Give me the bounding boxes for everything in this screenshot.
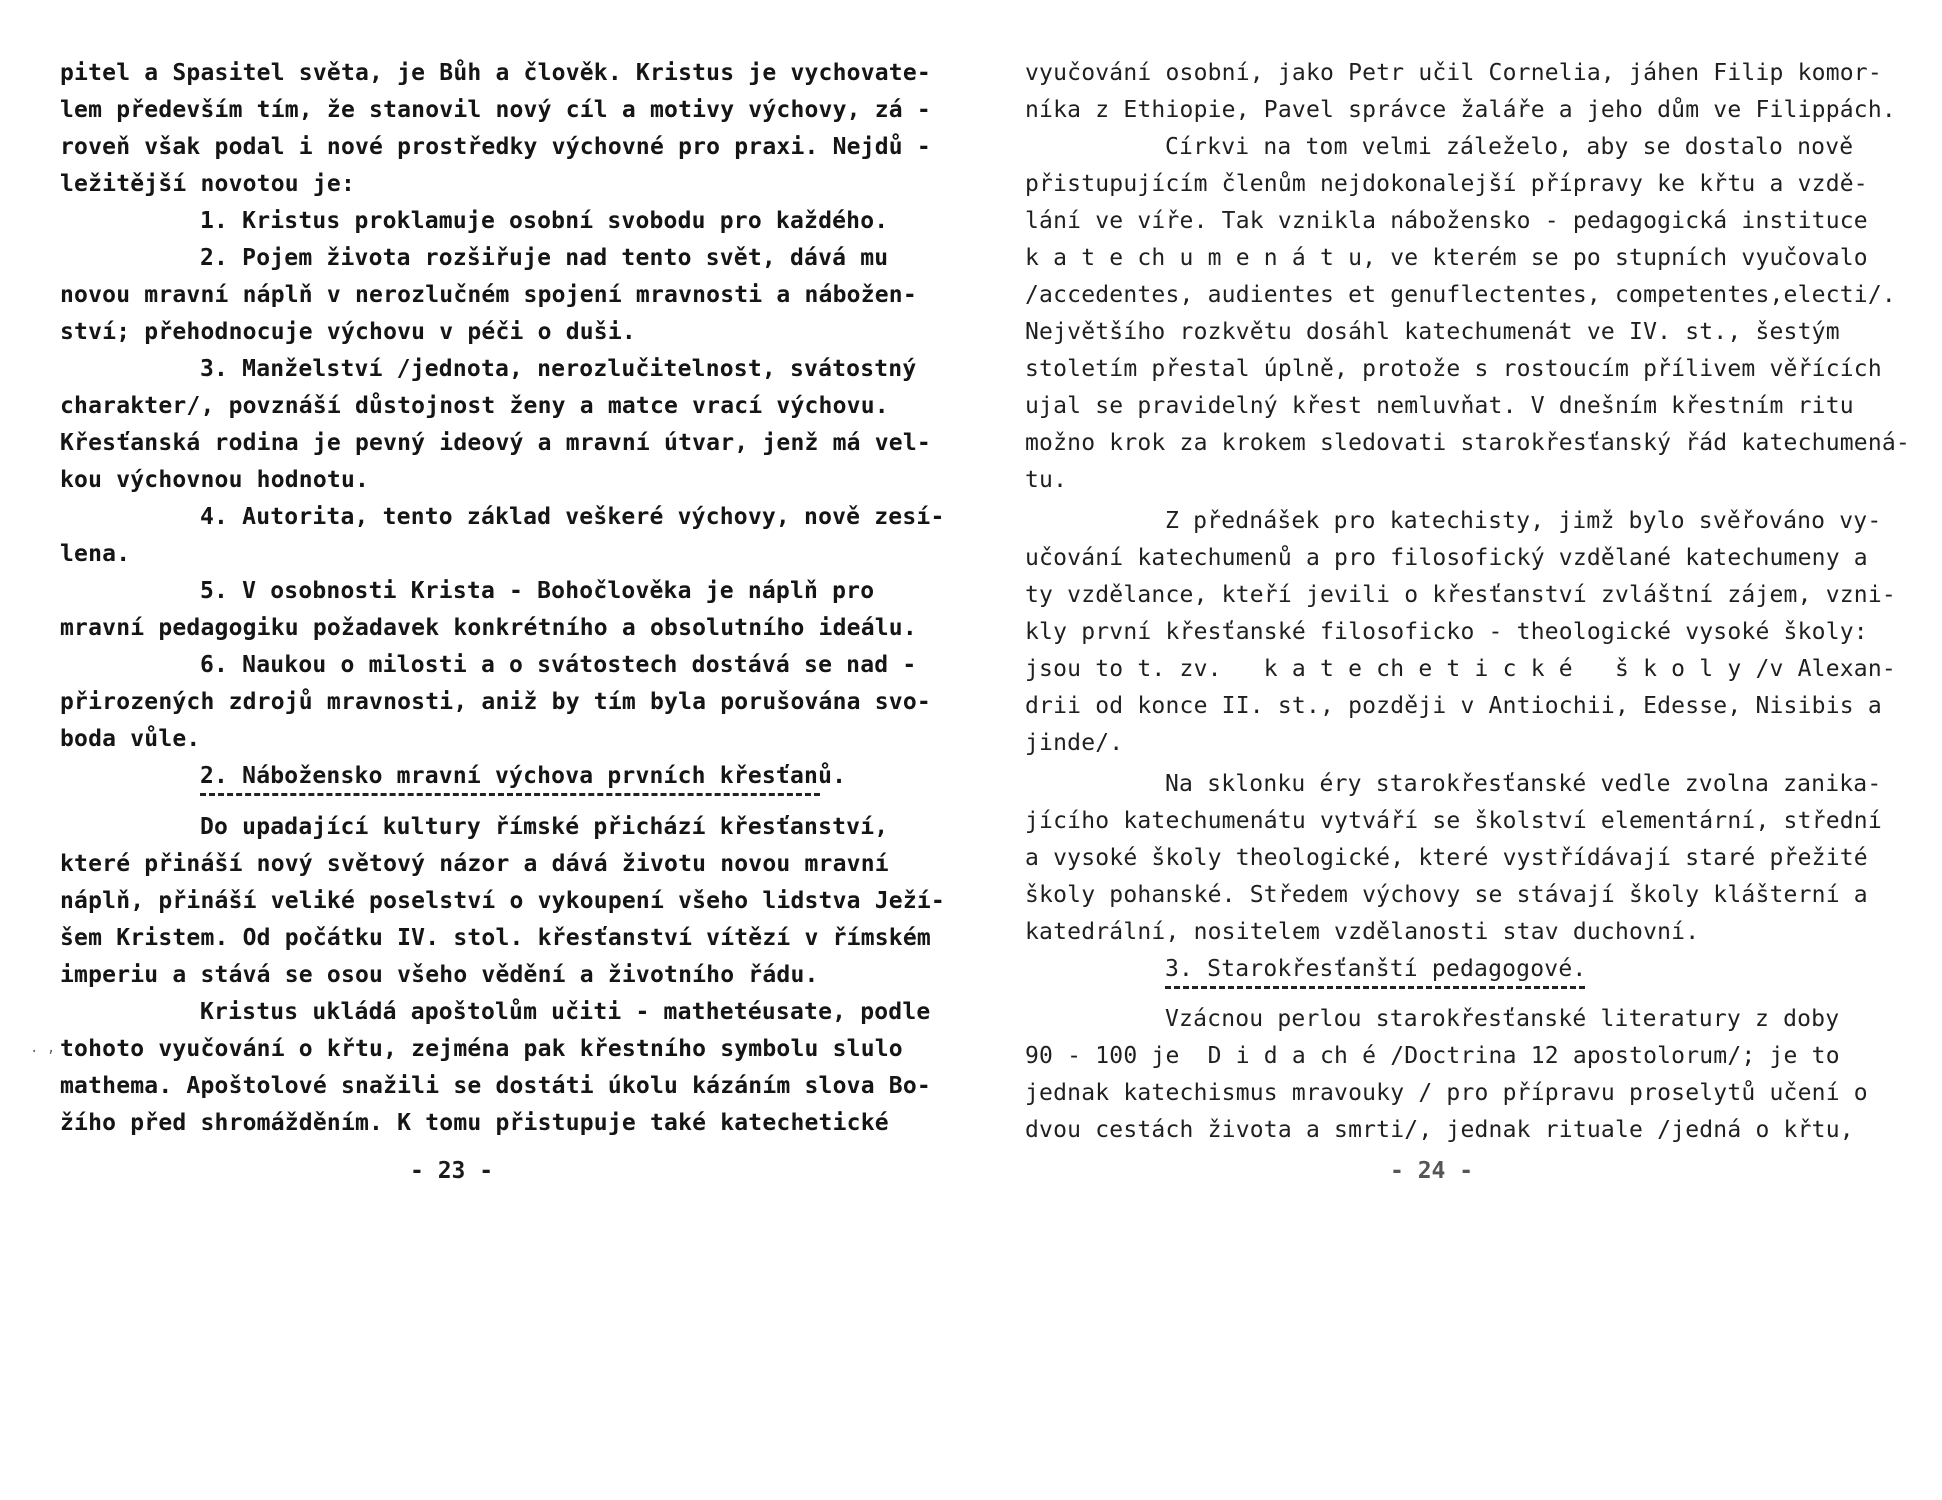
text-line: stoletím přestal úplně, protože s rostoucím přílivem věřících [1025, 356, 1882, 382]
text-line: přistupujícím členům nejdokonalejší přípravy ke křtu a vzdě- [1025, 171, 1868, 197]
text-line: náplň, přináší veliké poselství o vykoupení všeho lidstva Ježí- [60, 888, 945, 914]
text-line: drii od konce II. st., později v Antiochii, Edesse, Nisibis a [1025, 693, 1882, 719]
text-line: boda vůle. [60, 726, 201, 752]
section-heading: 3. Starokřesťanští pedagogové. [1165, 956, 1587, 982]
left-page [0, 0, 960, 1500]
text-line: roveň však podal i nové prostředky výchovné pro praxi. Nejdů - [60, 134, 931, 160]
text-line: kly první křesťanské filosoficko - theologické vysoké školy: [1025, 619, 1868, 645]
text-line: jednak katechismus mravouky / pro přípravu proselytů učení o [1025, 1080, 1868, 1106]
text-line: novou mravní náplň v nerozlučném spojení mravnosti a nábožen- [60, 282, 917, 308]
text-line: školy pohanské. Středem výchovy se stávají školy klášterní a [1025, 882, 1868, 908]
right-page [1000, 0, 1942, 1500]
text-line: lání ve víře. Tak vznikla nábožensko - pedagogická instituce [1025, 208, 1868, 234]
text-line: 5. V osobnosti Krista - Bohočlověka je náplň pro [200, 578, 875, 604]
text-line: 3. Manželství /jednota, nerozlučitelnost, svátostný [200, 356, 917, 382]
text-line: pitel a Spasitel světa, je Bůh a člověk. Kristus je vychovate- [60, 60, 931, 86]
text-line: Na sklonku éry starokřesťanské vedle zvolna zanika- [1165, 771, 1882, 797]
text-line: přirozených zdrojů mravnosti, aniž by tím byla porušována svo- [60, 689, 931, 715]
text-line: jsou to t. zv. k a t e ch e t i c k é š k o l y /v Alexan- [1025, 656, 1896, 682]
text-line: ství; přehodnocuje výchovu v péči o duši. [60, 319, 636, 345]
text-line: Církvi na tom velmi záleželo, aby se dostalo nově [1165, 134, 1854, 160]
text-line: Kristus ukládá apoštolům učiti - mathetéusate, podle [200, 999, 931, 1025]
text-line: Z přednášek pro katechisty, jimž bylo svěřováno vy- [1165, 508, 1882, 534]
text-line: lena. [60, 541, 131, 567]
text-line: lem především tím, že stanovil nový cíl a motivy výchovy, zá - [60, 97, 931, 123]
heading-underline [1165, 986, 1585, 989]
text-line: a vysoké školy theologické, které vystřídávají staré přežité [1025, 845, 1868, 871]
text-line: možno krok za krokem sledovati starokřesťanský řád katechumená- [1025, 430, 1910, 456]
text-line: /accedentes, audientes et genuflectentes, competentes,electi/. [1025, 282, 1896, 308]
page-number: - 23 - [410, 1158, 494, 1184]
text-line: níka z Ethiopie, Pavel správce žaláře a jeho dům ve Filippách. [1025, 97, 1896, 123]
text-line: vyučování osobní, jako Petr učil Cornelia, jáhen Filip komor- [1025, 60, 1882, 86]
heading-underline [200, 793, 820, 796]
section-heading: 2. Nábožensko mravní výchova prvních křesťanů. [200, 763, 847, 789]
text-line: ujal se pravidelný křest nemluvňat. V dnešním křestním ritu [1025, 393, 1854, 419]
text-line: ty vzdělance, kteří jevili o křesťanství zvláštní zájem, vzni- [1025, 582, 1896, 608]
text-line: 90 - 100 je D i d a ch é /Doctrina 12 apostolorum/; je to [1025, 1043, 1840, 1069]
text-line: 2. Pojem života rozšiřuje nad tento svět, dává mu [200, 245, 889, 271]
text-line: mravní pedagogiku požadavek konkrétního a obsolutního ideálu. [60, 615, 917, 641]
text-line: Největšího rozkvětu dosáhl katechumenát ve IV. st., šestým [1025, 319, 1840, 345]
page-number: - 24 - [1390, 1158, 1474, 1184]
text-line: charakter/, povznáší důstojnost ženy a matce vrací výchovu. [60, 393, 889, 419]
text-line: Křesťanská rodina je pevný ideový a mravní útvar, jenž má vel- [60, 430, 931, 456]
text-line: šem Kristem. Od počátku IV. stol. křesťanství vítězí v římském [60, 925, 931, 951]
scan-specks: . , [30, 1040, 56, 1056]
text-line: jinde/. [1025, 730, 1124, 756]
text-line: tohoto vyučování o křtu, zejména pak křestního symbolu slulo [60, 1036, 903, 1062]
text-line: kou výchovnou hodnotu. [60, 467, 370, 493]
text-line: ležitější novotou je: [60, 171, 355, 197]
text-line: tu. [1025, 467, 1068, 493]
text-line: k a t e ch u m e n á t u, ve kterém se po stupních vyučovalo [1025, 245, 1868, 271]
text-line: Vzácnou perlou starokřesťanské literatury z doby [1165, 1006, 1840, 1032]
text-line: 4. Autorita, tento základ veškeré výchovy, nově zesí- [200, 504, 945, 530]
text-line: dvou cestách života a smrti/, jednak rituale /jedná o křtu, [1025, 1117, 1854, 1143]
text-line: 6. Naukou o milosti a o svátostech dostává se nad - [200, 652, 917, 678]
text-line: katedrální, nositelem vzdělanosti stav duchovní. [1025, 919, 1700, 945]
text-line: Do upadající kultury římské přichází křesťanství, [200, 814, 889, 840]
text-line: které přináší nový světový názor a dává životu novou mravní [60, 851, 889, 877]
text-line: mathema. Apoštolové snažili se dostáti úkolu kázáním slova Bo- [60, 1073, 931, 1099]
text-line: 1. Kristus proklamuje osobní svobodu pro každého. [200, 208, 889, 234]
text-line: imperiu a stává se osou všeho vědění a životního řádu. [60, 962, 819, 988]
text-line: jícího katechumenátu vytváří se školství elementární, střední [1025, 808, 1882, 834]
text-line: žího před shromážděním. K tomu přistupuje také katechetické [60, 1110, 889, 1136]
text-line: učování katechumenů a pro filosofický vzdělané katechumeny a [1025, 545, 1868, 571]
